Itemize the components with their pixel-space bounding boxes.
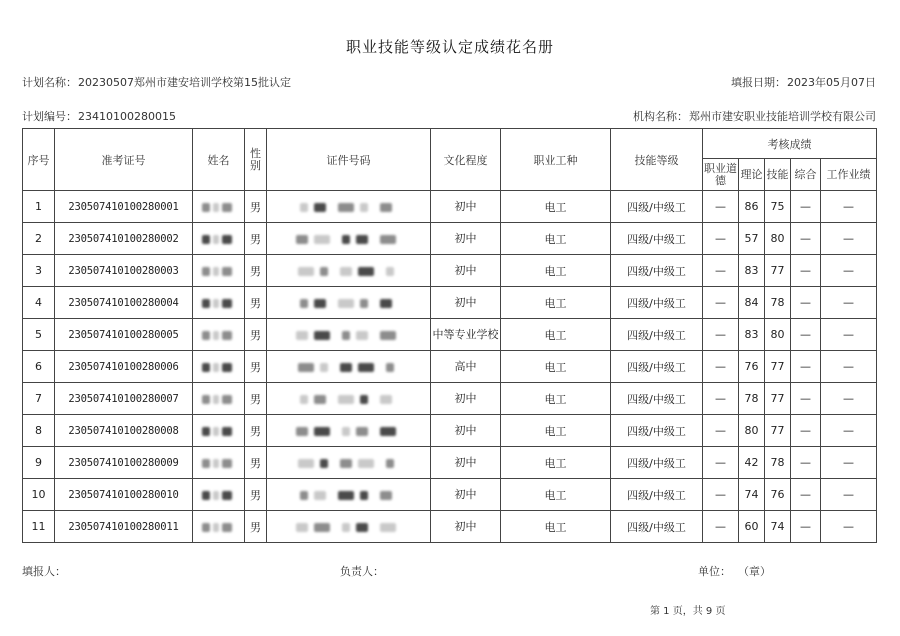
cell-name-redacted: [193, 479, 245, 511]
redaction-block: [213, 267, 219, 276]
cell-level: 四级/中级工: [611, 479, 703, 511]
cell-ticket: 230507410100280004: [55, 287, 193, 319]
table-row: [23, 383, 877, 415]
redaction-block: [320, 267, 328, 276]
cell-work-performance: —: [821, 447, 877, 479]
cell-ticket: 230507410100280005: [55, 319, 193, 351]
cell-id-redacted: [267, 511, 431, 543]
redaction-block: [360, 203, 368, 212]
redaction-block: [222, 363, 232, 372]
col-theory: 理论: [739, 159, 765, 191]
cell-seq: 5: [23, 319, 55, 351]
cell-occupation: 电工: [501, 319, 611, 351]
redaction-block: [202, 363, 210, 372]
cell-occupation: 电工: [501, 351, 611, 383]
plan-name-label: 计划名称：: [22, 76, 77, 89]
report-date-label: 填报日期：: [731, 76, 786, 89]
redaction-block: [202, 331, 210, 340]
plan-name-value: 20230507郑州市建安培训学校第15批认定: [78, 76, 291, 89]
header-row-1: [23, 129, 877, 159]
cell-seq: 2: [23, 223, 55, 255]
cell-theory: 74: [739, 479, 765, 511]
redaction-block: [213, 331, 219, 340]
col-seq: 序号: [23, 129, 55, 191]
cell-seq: 8: [23, 415, 55, 447]
cell-comprehensive: —: [791, 479, 821, 511]
cell-work-performance: —: [821, 415, 877, 447]
cell-level: 四级/中级工: [611, 255, 703, 287]
cell-education: 中等专业学校: [431, 319, 501, 351]
table-row: [23, 479, 877, 511]
cell-name-redacted: [193, 319, 245, 351]
redaction-block: [358, 267, 374, 276]
cell-work-performance: —: [821, 223, 877, 255]
cell-ethics: —: [703, 287, 739, 319]
redaction-block: [358, 459, 374, 468]
cell-ethics: —: [703, 319, 739, 351]
redaction-block: [386, 267, 394, 276]
page-info: 第 1 页，共 9 页: [650, 606, 726, 617]
cell-seq: 7: [23, 383, 55, 415]
col-ticket: 准考证号: [55, 129, 193, 191]
redaction-block: [202, 491, 210, 500]
cell-skill: 74: [765, 511, 791, 543]
cell-theory: 60: [739, 511, 765, 543]
cell-education: 初中: [431, 479, 501, 511]
redaction-block: [222, 267, 232, 276]
cell-occupation: 电工: [501, 415, 611, 447]
redaction-block: [338, 203, 354, 212]
table-row: [23, 255, 877, 287]
redaction-block: [380, 235, 396, 244]
redaction-block: [202, 235, 210, 244]
cell-seq: 9: [23, 447, 55, 479]
redaction-block: [314, 395, 326, 404]
cell-ethics: —: [703, 351, 739, 383]
cell-name-redacted: [193, 383, 245, 415]
page-title: 职业技能等级认定成绩花名册: [345, 38, 554, 56]
cell-name-redacted: [193, 287, 245, 319]
cell-theory: 84: [739, 287, 765, 319]
cell-level: 四级/中级工: [611, 415, 703, 447]
table-row: [23, 447, 877, 479]
cell-level: 四级/中级工: [611, 511, 703, 543]
cell-id-redacted: [267, 415, 431, 447]
redaction-block: [222, 427, 232, 436]
cell-skill: 76: [765, 479, 791, 511]
cell-ethics: —: [703, 415, 739, 447]
redaction-block: [300, 491, 308, 500]
redaction-block: [213, 523, 219, 532]
cell-comprehensive: —: [791, 351, 821, 383]
redaction-block: [386, 459, 394, 468]
cell-education: 初中: [431, 287, 501, 319]
cell-work-performance: —: [821, 191, 877, 223]
cell-name-redacted: [193, 447, 245, 479]
cell-education: 初中: [431, 383, 501, 415]
org-name-label: 机构名称：: [633, 110, 688, 123]
table-row: [23, 511, 877, 543]
cell-id-redacted: [267, 319, 431, 351]
col-work-performance: 工作业绩: [821, 159, 877, 191]
plan-number: [22, 108, 176, 124]
redaction-block: [222, 395, 232, 404]
cell-gender: 男: [245, 255, 267, 287]
cell-theory: 83: [739, 319, 765, 351]
cell-occupation: 电工: [501, 479, 611, 511]
cell-level: 四级/中级工: [611, 223, 703, 255]
col-comprehensive: 综合: [791, 159, 821, 191]
redaction-block: [298, 363, 314, 372]
redaction-block: [213, 427, 219, 436]
cell-seq: 11: [23, 511, 55, 543]
cell-occupation: 电工: [501, 223, 611, 255]
responsible-label: 负责人：: [340, 565, 384, 578]
cell-ethics: —: [703, 191, 739, 223]
cell-work-performance: —: [821, 479, 877, 511]
cell-theory: 42: [739, 447, 765, 479]
cell-name-redacted: [193, 255, 245, 287]
redaction-block: [296, 523, 308, 532]
cell-education: 初中: [431, 415, 501, 447]
cell-level: 四级/中级工: [611, 287, 703, 319]
cell-theory: 76: [739, 351, 765, 383]
cell-gender: 男: [245, 415, 267, 447]
redaction-block: [222, 331, 232, 340]
cell-gender: 男: [245, 447, 267, 479]
cell-id-redacted: [267, 447, 431, 479]
cell-education: 初中: [431, 223, 501, 255]
redaction-block: [380, 299, 392, 308]
cell-gender: 男: [245, 351, 267, 383]
redaction-block: [342, 331, 350, 340]
redaction-block: [360, 395, 368, 404]
redaction-block: [213, 363, 219, 372]
cell-ethics: —: [703, 255, 739, 287]
cell-gender: 男: [245, 191, 267, 223]
cell-skill: 77: [765, 255, 791, 287]
redaction-block: [213, 395, 219, 404]
redaction-block: [222, 235, 232, 244]
redaction-block: [356, 235, 368, 244]
cell-occupation: 电工: [501, 447, 611, 479]
cell-level: 四级/中级工: [611, 383, 703, 415]
cell-seq: 10: [23, 479, 55, 511]
redaction-block: [380, 395, 392, 404]
redaction-block: [202, 523, 210, 532]
redaction-block: [338, 395, 354, 404]
redaction-block: [320, 363, 328, 372]
unit-field: [698, 563, 771, 579]
cell-occupation: 电工: [501, 191, 611, 223]
redaction-block: [213, 235, 219, 244]
plan-number-value: 23410100280015: [78, 110, 176, 123]
redaction-block: [314, 491, 326, 500]
redaction-block: [380, 491, 392, 500]
cell-skill: 78: [765, 287, 791, 319]
redaction-block: [314, 331, 330, 340]
cell-seq: 4: [23, 287, 55, 319]
redaction-block: [300, 299, 308, 308]
cell-gender: 男: [245, 223, 267, 255]
cell-name-redacted: [193, 415, 245, 447]
redaction-block: [342, 523, 350, 532]
cell-ethics: —: [703, 479, 739, 511]
cell-gender: 男: [245, 511, 267, 543]
seal-text: （章）: [738, 565, 771, 578]
redaction-block: [213, 459, 219, 468]
table-row: [23, 287, 877, 319]
table-row: [23, 415, 877, 447]
redaction-block: [356, 331, 368, 340]
cell-skill: 78: [765, 447, 791, 479]
cell-occupation: 电工: [501, 287, 611, 319]
col-id-no: 证件号码: [267, 129, 431, 191]
cell-level: 四级/中级工: [611, 447, 703, 479]
cell-ticket: 230507410100280011: [55, 511, 193, 543]
redaction-block: [380, 427, 396, 436]
table-row: [23, 191, 877, 223]
unit-label: 单位：: [698, 565, 731, 578]
cell-level: 四级/中级工: [611, 319, 703, 351]
col-occupation: 职业工种: [501, 129, 611, 191]
cell-occupation: 电工: [501, 255, 611, 287]
redaction-block: [340, 363, 352, 372]
redaction-block: [202, 299, 210, 308]
redaction-block: [222, 491, 232, 500]
cell-comprehensive: —: [791, 255, 821, 287]
cell-comprehensive: —: [791, 287, 821, 319]
cell-occupation: 电工: [501, 383, 611, 415]
cell-seq: 1: [23, 191, 55, 223]
cell-education: 高中: [431, 351, 501, 383]
redaction-block: [222, 203, 232, 212]
cell-id-redacted: [267, 191, 431, 223]
cell-id-redacted: [267, 351, 431, 383]
cell-ethics: —: [703, 447, 739, 479]
redaction-block: [380, 331, 396, 340]
cell-education: 初中: [431, 191, 501, 223]
redaction-block: [222, 523, 232, 532]
cell-skill: 80: [765, 319, 791, 351]
cell-skill: 75: [765, 191, 791, 223]
redaction-block: [202, 459, 210, 468]
table-row: [23, 351, 877, 383]
cell-level: 四级/中级工: [611, 191, 703, 223]
cell-theory: 80: [739, 415, 765, 447]
col-name: 姓名: [193, 129, 245, 191]
redaction-block: [342, 427, 350, 436]
cell-work-performance: —: [821, 255, 877, 287]
redaction-block: [213, 491, 219, 500]
col-ethics: 职业道德: [703, 159, 739, 191]
cell-occupation: 电工: [501, 511, 611, 543]
cell-ticket: 230507410100280009: [55, 447, 193, 479]
plan-number-label: 计划编号：: [22, 110, 77, 123]
cell-comprehensive: —: [791, 383, 821, 415]
redaction-block: [338, 491, 354, 500]
cell-theory: 57: [739, 223, 765, 255]
cell-seq: 6: [23, 351, 55, 383]
cell-work-performance: —: [821, 511, 877, 543]
cell-ticket: 230507410100280003: [55, 255, 193, 287]
redaction-block: [314, 203, 326, 212]
cell-ticket: 230507410100280002: [55, 223, 193, 255]
cell-ticket: 230507410100280006: [55, 351, 193, 383]
cell-id-redacted: [267, 479, 431, 511]
cell-ticket: 230507410100280010: [55, 479, 193, 511]
col-scores: 考核成绩: [703, 129, 877, 159]
cell-comprehensive: —: [791, 223, 821, 255]
cell-gender: 男: [245, 319, 267, 351]
cell-skill: 77: [765, 415, 791, 447]
redaction-block: [202, 203, 210, 212]
redaction-block: [356, 427, 368, 436]
redaction-block: [386, 363, 394, 372]
report-date-value: 2023年05月07日: [787, 76, 876, 89]
redaction-block: [314, 523, 330, 532]
table-row: [23, 319, 877, 351]
redaction-block: [342, 235, 350, 244]
org-name: [633, 108, 876, 124]
redaction-block: [202, 395, 210, 404]
redaction-block: [296, 331, 308, 340]
redaction-block: [298, 459, 314, 468]
cell-gender: 男: [245, 479, 267, 511]
redaction-block: [298, 267, 314, 276]
cell-comprehensive: —: [791, 447, 821, 479]
redaction-block: [296, 235, 308, 244]
redaction-block: [222, 299, 232, 308]
redaction-block: [358, 363, 374, 372]
redaction-block: [320, 459, 328, 468]
redaction-block: [202, 267, 210, 276]
cell-name-redacted: [193, 511, 245, 543]
redaction-block: [338, 299, 354, 308]
redaction-block: [300, 395, 308, 404]
redaction-block: [380, 203, 392, 212]
col-level: 技能等级: [611, 129, 703, 191]
filler-label: 填报人：: [22, 565, 66, 578]
cell-theory: 78: [739, 383, 765, 415]
redaction-block: [380, 523, 396, 532]
cell-gender: 男: [245, 287, 267, 319]
cell-id-redacted: [267, 255, 431, 287]
cell-ticket: 230507410100280001: [55, 191, 193, 223]
redaction-block: [300, 203, 308, 212]
col-education: 文化程度: [431, 129, 501, 191]
redaction-block: [356, 523, 368, 532]
cell-education: 初中: [431, 255, 501, 287]
cell-theory: 86: [739, 191, 765, 223]
cell-education: 初中: [431, 511, 501, 543]
cell-ethics: —: [703, 383, 739, 415]
redaction-block: [213, 203, 219, 212]
cell-skill: 77: [765, 383, 791, 415]
cell-name-redacted: [193, 191, 245, 223]
col-gender: 性别: [245, 129, 267, 191]
redaction-block: [340, 267, 352, 276]
cell-work-performance: —: [821, 383, 877, 415]
redaction-block: [314, 427, 330, 436]
cell-gender: 男: [245, 383, 267, 415]
report-date: [731, 74, 876, 90]
cell-ticket: 230507410100280007: [55, 383, 193, 415]
table-row: [23, 223, 877, 255]
cell-skill: 77: [765, 351, 791, 383]
redaction-block: [314, 299, 326, 308]
cell-comprehensive: —: [791, 319, 821, 351]
cell-id-redacted: [267, 383, 431, 415]
score-table: [22, 128, 877, 543]
cell-education: 初中: [431, 447, 501, 479]
org-name-value: 郑州市建安职业技能培训学校有限公司: [689, 110, 876, 123]
redaction-block: [296, 427, 308, 436]
cell-comprehensive: —: [791, 511, 821, 543]
cell-id-redacted: [267, 287, 431, 319]
cell-ethics: —: [703, 223, 739, 255]
redaction-block: [314, 235, 330, 244]
redaction-block: [340, 459, 352, 468]
cell-name-redacted: [193, 351, 245, 383]
redaction-block: [360, 299, 368, 308]
cell-skill: 80: [765, 223, 791, 255]
cell-ticket: 230507410100280008: [55, 415, 193, 447]
plan-name: [22, 74, 291, 90]
redaction-block: [360, 491, 368, 500]
cell-id-redacted: [267, 223, 431, 255]
cell-level: 四级/中级工: [611, 351, 703, 383]
cell-work-performance: —: [821, 351, 877, 383]
cell-name-redacted: [193, 223, 245, 255]
cell-seq: 3: [23, 255, 55, 287]
cell-comprehensive: —: [791, 191, 821, 223]
cell-work-performance: —: [821, 287, 877, 319]
cell-ethics: —: [703, 511, 739, 543]
redaction-block: [202, 427, 210, 436]
cell-theory: 83: [739, 255, 765, 287]
cell-work-performance: —: [821, 319, 877, 351]
redaction-block: [222, 459, 232, 468]
col-skill: 技能: [765, 159, 791, 191]
cell-comprehensive: —: [791, 415, 821, 447]
redaction-block: [213, 299, 219, 308]
